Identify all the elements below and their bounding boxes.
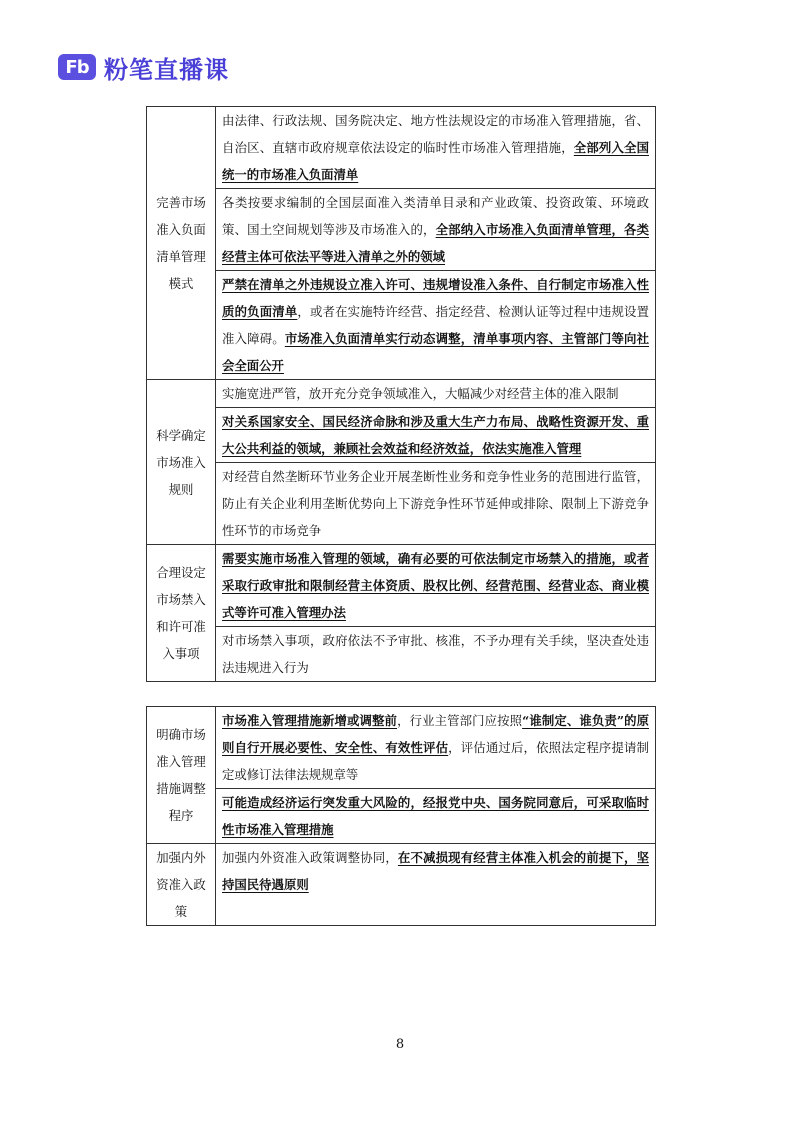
measure-cell bbox=[216, 627, 656, 682]
table-row bbox=[147, 189, 656, 271]
emphasized-text: “谁制定、谁负责”的原则自行开展必要性、安全性、有效性评估 bbox=[222, 713, 650, 755]
table-row bbox=[147, 789, 656, 844]
category-cell: 加强内外资准入政策 bbox=[147, 844, 216, 926]
measure-cell bbox=[216, 408, 656, 463]
category-cell: 科学确定市场准入规则 bbox=[147, 380, 216, 545]
emphasized-text: 可能造成经济运行突发重大风险的，经报党中央、国务院同意后，可采取临时性市场准入管理措施 bbox=[222, 795, 649, 837]
brand-logo bbox=[58, 52, 229, 82]
measure-cell bbox=[216, 789, 656, 844]
emphasized-text: 需要实施市场准入管理的领域，确有必要的可依法制定市场禁入的措施，或者采取行政审批和限制经营主体资质、股权比例、经营范围、经营业态、商业模式等许可准入管理办法 bbox=[222, 551, 649, 620]
policy-table-1 bbox=[146, 106, 656, 682]
table-row bbox=[147, 271, 656, 380]
text-segment: 对市场禁入事项，政府依法不予审批、核准，不予办理有关手续，坚决查处违法违规进入行为 bbox=[222, 633, 649, 675]
text-segment: 加强内外资准入政策调整协同， bbox=[222, 850, 398, 865]
policy-table-2 bbox=[146, 706, 656, 926]
measure-cell bbox=[216, 707, 656, 789]
text-segment: 由法律、行政法规、国务院决定、地方性法规设定的市场准入管理措施，省、自治区、直辖市政府规章依法设定的临时性市场准入管理措施， bbox=[222, 113, 649, 155]
emphasized-text: 全部列入全国统一的市场准入负面清单 bbox=[222, 140, 650, 182]
table-row bbox=[147, 844, 656, 926]
text-segment: ，或者在实施特许经营、指定经营、检测认证等过程中违规设置准入障碍。 bbox=[222, 304, 650, 346]
category-cell: 完善市场准入负面清单管理模式 bbox=[147, 107, 216, 380]
category-cell: 合理设定市场禁入和许可准入事项 bbox=[147, 545, 216, 682]
measure-cell bbox=[216, 271, 656, 380]
measure-cell bbox=[216, 545, 656, 627]
text-segment: 各类按要求编制的全国层面准入类清单目录和产业政策、投资政策、环境政策、国土空间规划等涉及市场准入的， bbox=[222, 195, 649, 237]
table-row bbox=[147, 707, 656, 789]
emphasized-text: 严禁在清单之外违规设立准入许可、违规增设准入条件、自行制定市场准入性质的负面清单 bbox=[222, 277, 649, 319]
table-row bbox=[147, 463, 656, 545]
measure-cell bbox=[216, 189, 656, 271]
measure-cell bbox=[216, 844, 656, 926]
text-segment: 对经营自然垄断环节业务企业开展垄断性业务和竞争性业务的范围进行监管，防止有关企业利用垄断优势向上下游竞争性环节延伸或排除、限制上下游竞争性环节的市场竞争 bbox=[222, 469, 649, 538]
measure-cell bbox=[216, 463, 656, 545]
text-segment: ，评估通过后，依照法定程序提请制定或修订法律法规规章等 bbox=[222, 740, 650, 782]
text-segment: 实施宽进严管，放开充分竞争领域准入，大幅减少对经营主体的准入限制 bbox=[222, 386, 619, 401]
emphasized-text: 在不减损现有经营主体准入机会的前提下，坚持国民待遇原则 bbox=[222, 850, 650, 892]
category-cell: 明确市场准入管理措施调整程序 bbox=[147, 707, 216, 844]
table-row bbox=[147, 107, 656, 189]
table-row bbox=[147, 627, 656, 682]
text-segment: ，行业主管部门应按照 bbox=[397, 713, 523, 728]
fb-logo-icon: Fb bbox=[58, 54, 96, 80]
measure-cell bbox=[216, 107, 656, 189]
table-row bbox=[147, 545, 656, 627]
emphasized-text: 对关系国家安全、国民经济命脉和涉及重大生产力布局、战略性资源开发、重大公共利益的领域，兼顾社会效益和经济效益，依法实施准入管理 bbox=[222, 414, 649, 456]
measure-cell bbox=[216, 380, 656, 408]
emphasized-text: 市场准入管理措施新增或调整前 bbox=[222, 713, 398, 728]
brand-name: 粉笔直播课 bbox=[104, 55, 229, 84]
emphasized-text: 市场准入负面清单实行动态调整，清单事项内容、主管部门等向社会全面公开 bbox=[222, 331, 650, 373]
table-row bbox=[147, 380, 656, 408]
page-number: 8 bbox=[395, 1037, 405, 1052]
emphasized-text: 全部纳入市场准入负面清单管理，各类经营主体可依法平等进入清单之外的领域 bbox=[222, 222, 650, 264]
table-row bbox=[147, 408, 656, 463]
